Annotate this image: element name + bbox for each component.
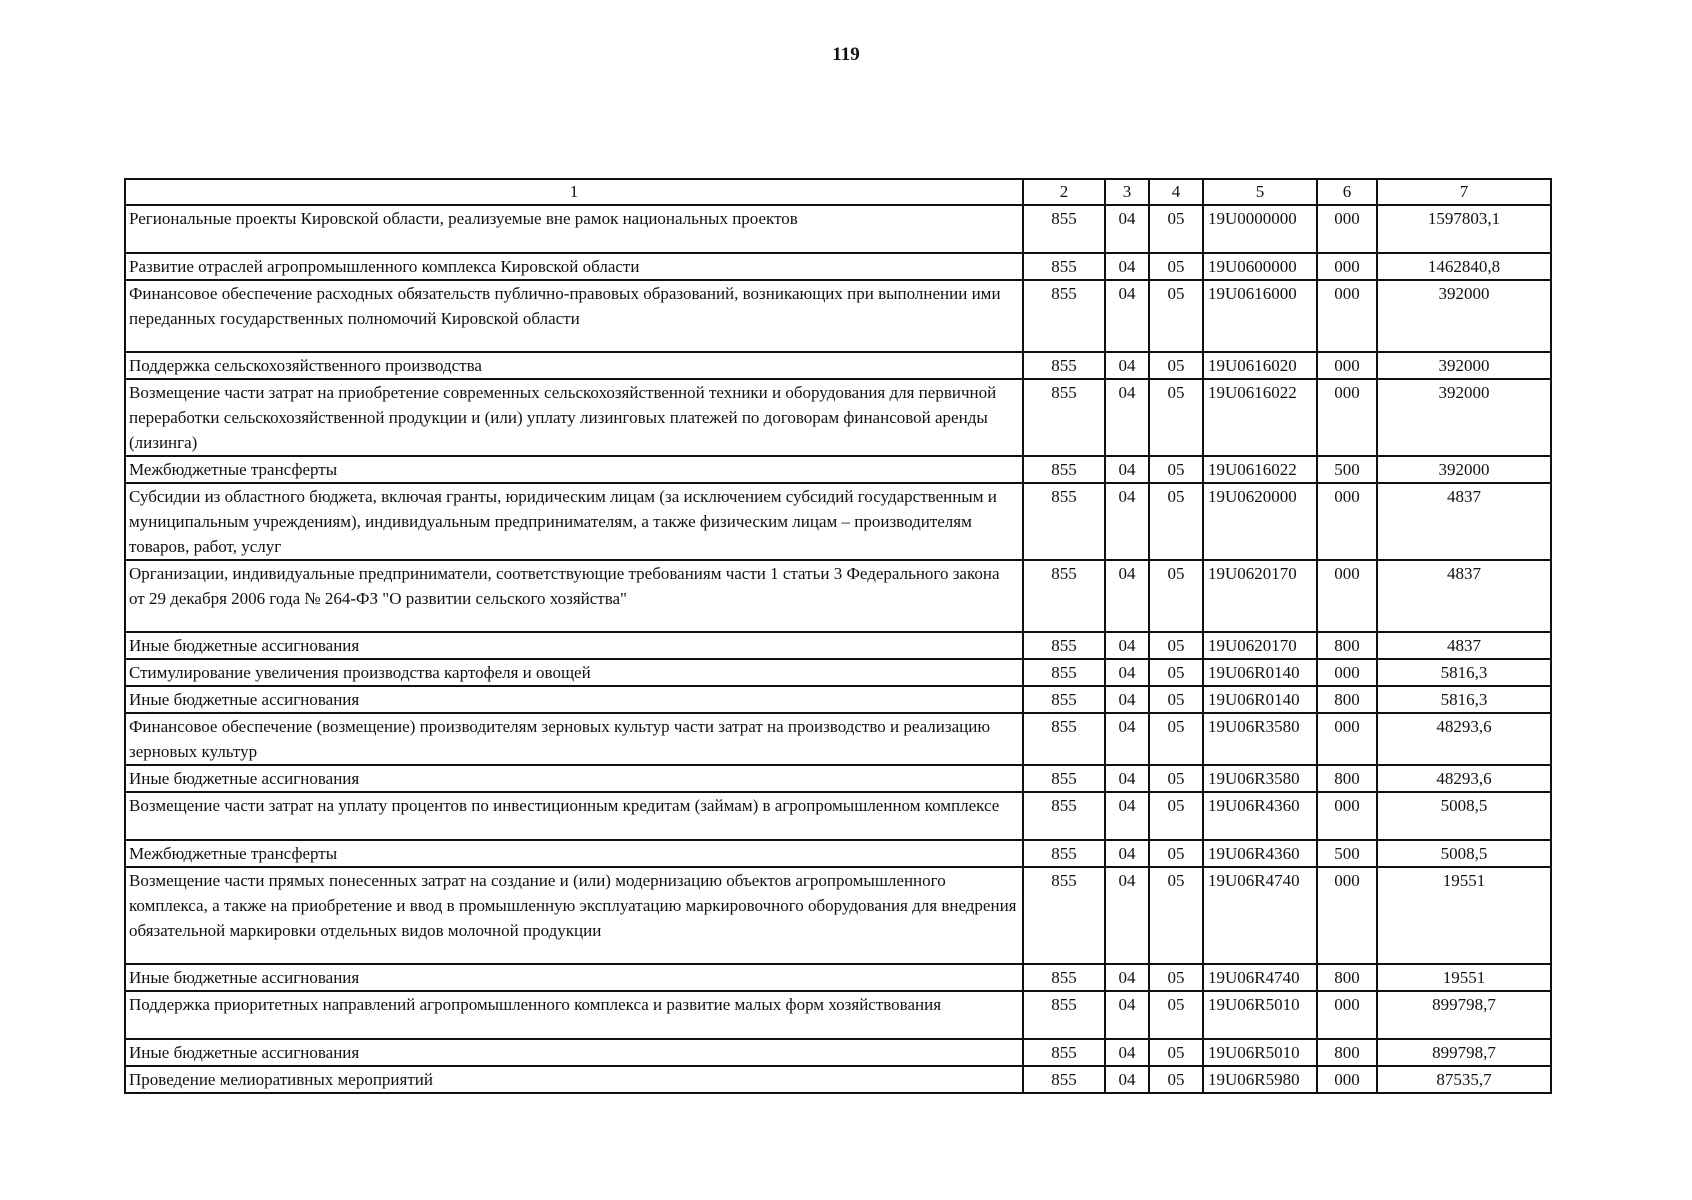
subsection-code-cell: 05 <box>1149 964 1203 991</box>
target-article-cell: 19U06R4740 <box>1203 867 1317 964</box>
subsection-code-cell: 05 <box>1149 659 1203 686</box>
amount-cell: 4837 <box>1377 632 1551 659</box>
ministry-code-cell: 855 <box>1023 1039 1105 1066</box>
target-article-cell: 19U06R3580 <box>1203 765 1317 792</box>
section-code-cell: 04 <box>1105 792 1149 840</box>
expense-type-cell: 800 <box>1317 632 1377 659</box>
table-row <box>125 686 1551 713</box>
page-number: 119 <box>832 44 860 65</box>
table-row <box>125 840 1551 867</box>
section-code-cell: 04 <box>1105 964 1149 991</box>
subsection-code-cell: 05 <box>1149 991 1203 1039</box>
amount-cell: 48293,6 <box>1377 713 1551 765</box>
row-name-cell: Региональные проекты Кировской области, реализуемые вне рамок национальных проектов <box>125 205 1023 253</box>
section-code-cell: 04 <box>1105 632 1149 659</box>
row-name-cell: Поддержка приоритетных направлений агропромышленного комплекса и развитие малых форм хозяйствования <box>125 991 1023 1039</box>
section-code-cell: 04 <box>1105 713 1149 765</box>
amount-cell: 392000 <box>1377 280 1551 352</box>
subsection-code-cell: 05 <box>1149 352 1203 379</box>
table-body <box>125 205 1551 1093</box>
amount-cell: 87535,7 <box>1377 1066 1551 1093</box>
row-name-cell: Иные бюджетные ассигнования <box>125 1039 1023 1066</box>
subsection-code-cell: 05 <box>1149 483 1203 560</box>
section-code-cell: 04 <box>1105 379 1149 456</box>
target-article-cell: 19U0616000 <box>1203 280 1317 352</box>
ministry-code-cell: 855 <box>1023 352 1105 379</box>
expense-type-cell: 000 <box>1317 867 1377 964</box>
subsection-code-cell: 05 <box>1149 253 1203 280</box>
subsection-code-cell: 05 <box>1149 686 1203 713</box>
subsection-code-cell: 05 <box>1149 867 1203 964</box>
table-row <box>125 991 1551 1039</box>
subsection-code-cell: 05 <box>1149 560 1203 632</box>
table-row <box>125 1039 1551 1066</box>
ministry-code-cell: 855 <box>1023 964 1105 991</box>
budget-table <box>124 178 1552 1094</box>
table-row <box>125 205 1551 253</box>
subsection-code-cell: 05 <box>1149 632 1203 659</box>
target-article-cell: 19U0616022 <box>1203 456 1317 483</box>
target-article-cell: 19U0616022 <box>1203 379 1317 456</box>
target-article-cell: 19U0616020 <box>1203 352 1317 379</box>
section-code-cell: 04 <box>1105 686 1149 713</box>
target-article-cell: 19U06R4740 <box>1203 964 1317 991</box>
ministry-code-cell: 855 <box>1023 792 1105 840</box>
table-row <box>125 560 1551 632</box>
target-article-cell: 19U0620170 <box>1203 632 1317 659</box>
target-article-cell: 19U0620000 <box>1203 483 1317 560</box>
section-code-cell: 04 <box>1105 1039 1149 1066</box>
subsection-code-cell: 05 <box>1149 280 1203 352</box>
subsection-code-cell: 05 <box>1149 379 1203 456</box>
section-code-cell: 04 <box>1105 352 1149 379</box>
row-name-cell: Иные бюджетные ассигнования <box>125 686 1023 713</box>
expense-type-cell: 000 <box>1317 1066 1377 1093</box>
expense-type-cell: 000 <box>1317 713 1377 765</box>
ministry-code-cell: 855 <box>1023 867 1105 964</box>
target-article-cell: 19U06R5980 <box>1203 1066 1317 1093</box>
expense-type-cell: 000 <box>1317 352 1377 379</box>
row-name-cell: Финансовое обеспечение (возмещение) производителям зерновых культур части затрат на производство и реализацию зерновых культур <box>125 713 1023 765</box>
header-row <box>125 179 1551 205</box>
section-code-cell: 04 <box>1105 280 1149 352</box>
expense-type-cell: 000 <box>1317 280 1377 352</box>
ministry-code-cell: 855 <box>1023 560 1105 632</box>
table-row <box>125 867 1551 964</box>
row-name-cell: Возмещение части затрат на уплату процентов по инвестиционным кредитам (займам) в агропромышленном комплексе <box>125 792 1023 840</box>
target-article-cell: 19U06R5010 <box>1203 991 1317 1039</box>
amount-cell: 19551 <box>1377 867 1551 964</box>
table-row <box>125 964 1551 991</box>
column-header: 3 <box>1105 179 1149 205</box>
ministry-code-cell: 855 <box>1023 280 1105 352</box>
subsection-code-cell: 05 <box>1149 840 1203 867</box>
row-name-cell: Проведение мелиоративных мероприятий <box>125 1066 1023 1093</box>
column-header: 6 <box>1317 179 1377 205</box>
row-name-cell: Иные бюджетные ассигнования <box>125 964 1023 991</box>
section-code-cell: 04 <box>1105 483 1149 560</box>
table-row <box>125 280 1551 352</box>
column-header: 1 <box>125 179 1023 205</box>
expense-type-cell: 500 <box>1317 456 1377 483</box>
ministry-code-cell: 855 <box>1023 765 1105 792</box>
target-article-cell: 19U06R5010 <box>1203 1039 1317 1066</box>
table-row <box>125 483 1551 560</box>
row-name-cell: Поддержка сельскохозяйственного производства <box>125 352 1023 379</box>
ministry-code-cell: 855 <box>1023 253 1105 280</box>
expense-type-cell: 000 <box>1317 379 1377 456</box>
ministry-code-cell: 855 <box>1023 1066 1105 1093</box>
table-row <box>125 713 1551 765</box>
target-article-cell: 19U06R4360 <box>1203 792 1317 840</box>
section-code-cell: 04 <box>1105 765 1149 792</box>
row-name-cell: Субсидии из областного бюджета, включая гранты, юридическим лицам (за исключением субсидий государственным и муниципальным учреждениям), индивидуальным предпринимателям, а также физическим лицам – производителям товаров, работ, услуг <box>125 483 1023 560</box>
ministry-code-cell: 855 <box>1023 205 1105 253</box>
target-article-cell: 19U0620170 <box>1203 560 1317 632</box>
row-name-cell: Стимулирование увеличения производства картофеля и овощей <box>125 659 1023 686</box>
table-row <box>125 792 1551 840</box>
expense-type-cell: 000 <box>1317 560 1377 632</box>
section-code-cell: 04 <box>1105 456 1149 483</box>
row-name-cell: Организации, индивидуальные предприниматели, соответствующие требованиям части 1 статьи 3 Федерального закона от 29 декабря 2006 года № 264-ФЗ "О развитии сельского хозяйства" <box>125 560 1023 632</box>
row-name-cell: Межбюджетные трансферты <box>125 456 1023 483</box>
amount-cell: 48293,6 <box>1377 765 1551 792</box>
amount-cell: 899798,7 <box>1377 1039 1551 1066</box>
amount-cell: 4837 <box>1377 483 1551 560</box>
column-header: 5 <box>1203 179 1317 205</box>
row-name-cell: Межбюджетные трансферты <box>125 840 1023 867</box>
ministry-code-cell: 855 <box>1023 840 1105 867</box>
table-row <box>125 765 1551 792</box>
expense-type-cell: 800 <box>1317 686 1377 713</box>
ministry-code-cell: 855 <box>1023 659 1105 686</box>
column-header: 4 <box>1149 179 1203 205</box>
column-header: 2 <box>1023 179 1105 205</box>
expense-type-cell: 000 <box>1317 792 1377 840</box>
row-name-cell: Возмещение части затрат на приобретение современных сельскохозяйственной техники и оборудования для первичной переработки сельскохозяйственной продукции и (или) уплату лизинговых платежей по договорам финансовой аренды (лизинга) <box>125 379 1023 456</box>
row-name-cell: Иные бюджетные ассигнования <box>125 632 1023 659</box>
section-code-cell: 04 <box>1105 991 1149 1039</box>
expense-type-cell: 800 <box>1317 964 1377 991</box>
row-name-cell: Развитие отраслей агропромышленного комплекса Кировской области <box>125 253 1023 280</box>
expense-type-cell: 800 <box>1317 765 1377 792</box>
ministry-code-cell: 855 <box>1023 991 1105 1039</box>
table-row <box>125 659 1551 686</box>
expense-type-cell: 000 <box>1317 253 1377 280</box>
amount-cell: 1597803,1 <box>1377 205 1551 253</box>
column-header: 7 <box>1377 179 1551 205</box>
target-article-cell: 19U0600000 <box>1203 253 1317 280</box>
table-row <box>125 1066 1551 1093</box>
expense-type-cell: 000 <box>1317 659 1377 686</box>
subsection-code-cell: 05 <box>1149 792 1203 840</box>
subsection-code-cell: 05 <box>1149 1039 1203 1066</box>
section-code-cell: 04 <box>1105 867 1149 964</box>
ministry-code-cell: 855 <box>1023 483 1105 560</box>
expense-type-cell: 000 <box>1317 991 1377 1039</box>
target-article-cell: 19U0000000 <box>1203 205 1317 253</box>
section-code-cell: 04 <box>1105 659 1149 686</box>
subsection-code-cell: 05 <box>1149 765 1203 792</box>
ministry-code-cell: 855 <box>1023 632 1105 659</box>
ministry-code-cell: 855 <box>1023 713 1105 765</box>
row-name-cell: Иные бюджетные ассигнования <box>125 765 1023 792</box>
amount-cell: 1462840,8 <box>1377 253 1551 280</box>
table-row <box>125 456 1551 483</box>
amount-cell: 5008,5 <box>1377 840 1551 867</box>
target-article-cell: 19U06R0140 <box>1203 659 1317 686</box>
section-code-cell: 04 <box>1105 560 1149 632</box>
amount-cell: 5816,3 <box>1377 686 1551 713</box>
target-article-cell: 19U06R0140 <box>1203 686 1317 713</box>
row-name-cell: Возмещение части прямых понесенных затрат на создание и (или) модернизацию объектов агропромышленного комплекса, а также на приобретение и ввод в промышленную эксплуатацию маркировочного оборудования для внедрения обязательной маркировки отдельных видов молочной продукции <box>125 867 1023 964</box>
expense-type-cell: 000 <box>1317 483 1377 560</box>
amount-cell: 4837 <box>1377 560 1551 632</box>
row-name-cell: Финансовое обеспечение расходных обязательств публично-правовых образований, возникающих при выполнении ими переданных государственных полномочий Кировской области <box>125 280 1023 352</box>
amount-cell: 5008,5 <box>1377 792 1551 840</box>
amount-cell: 392000 <box>1377 352 1551 379</box>
target-article-cell: 19U06R3580 <box>1203 713 1317 765</box>
table-row <box>125 379 1551 456</box>
target-article-cell: 19U06R4360 <box>1203 840 1317 867</box>
section-code-cell: 04 <box>1105 253 1149 280</box>
subsection-code-cell: 05 <box>1149 1066 1203 1093</box>
section-code-cell: 04 <box>1105 205 1149 253</box>
amount-cell: 392000 <box>1377 456 1551 483</box>
expense-type-cell: 000 <box>1317 205 1377 253</box>
amount-cell: 392000 <box>1377 379 1551 456</box>
expense-type-cell: 800 <box>1317 1039 1377 1066</box>
expense-type-cell: 500 <box>1317 840 1377 867</box>
amount-cell: 899798,7 <box>1377 991 1551 1039</box>
subsection-code-cell: 05 <box>1149 456 1203 483</box>
table-row <box>125 632 1551 659</box>
table-row <box>125 352 1551 379</box>
amount-cell: 5816,3 <box>1377 659 1551 686</box>
ministry-code-cell: 855 <box>1023 456 1105 483</box>
ministry-code-cell: 855 <box>1023 686 1105 713</box>
section-code-cell: 04 <box>1105 840 1149 867</box>
ministry-code-cell: 855 <box>1023 379 1105 456</box>
subsection-code-cell: 05 <box>1149 205 1203 253</box>
subsection-code-cell: 05 <box>1149 713 1203 765</box>
amount-cell: 19551 <box>1377 964 1551 991</box>
section-code-cell: 04 <box>1105 1066 1149 1093</box>
table-row <box>125 253 1551 280</box>
